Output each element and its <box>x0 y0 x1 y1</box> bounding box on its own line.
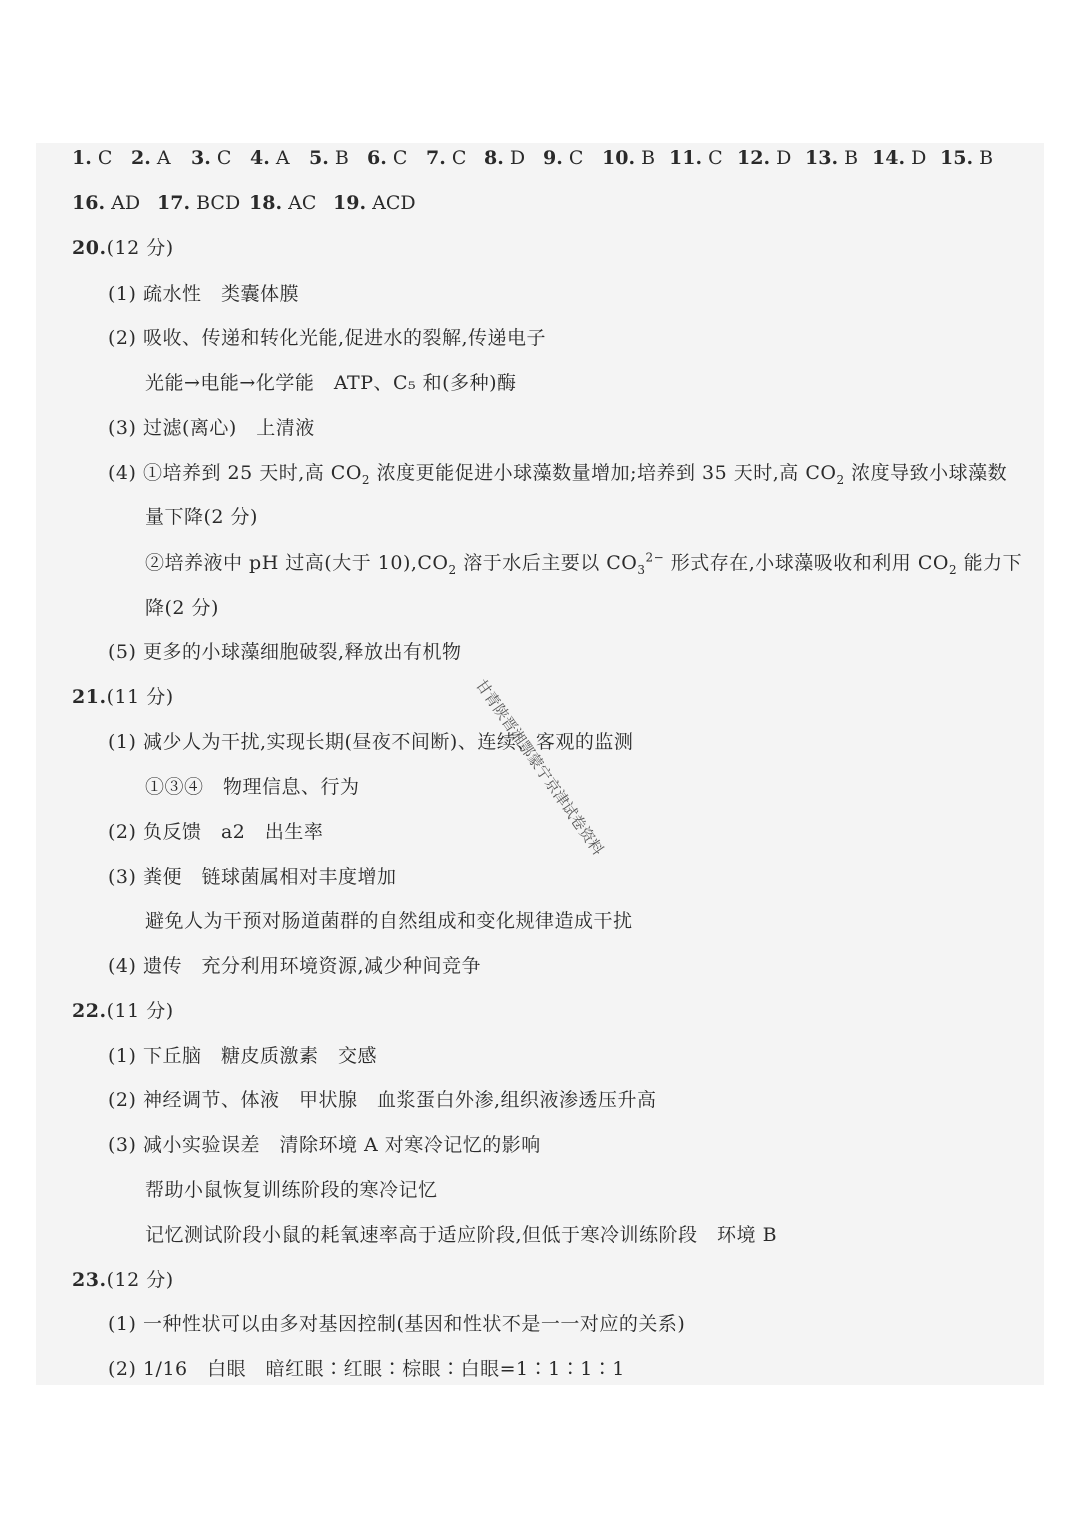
question-21-heading: 21.(11 分) <box>72 686 174 708</box>
q20-answer-5: (5) 更多的小球藻细胞破裂,释放出有机物 <box>108 641 462 663</box>
q21-answer-2: (2) 负反馈 a2 出生率 <box>108 821 324 843</box>
mc-answer-17: 17. BCD <box>157 192 241 214</box>
q20-answer-4b: ②培养液中 pH 过高(大于 $10),CO_2$ 溶于水后主要以 $CO_3^{2-}$ 形式存在,小球藻吸收和利用 $CO_2$ 能力下 <box>145 550 1023 577</box>
q21-answer-3: (3) 粪便 链球菌属相对丰度增加 <box>108 866 397 888</box>
question-20-heading: 20.(12 分) <box>72 237 174 259</box>
mc-answer-16: 16. AD <box>72 192 141 214</box>
mc-answer-10: 10. B <box>602 147 656 169</box>
q21-answer-1: (1) 减少人为干扰,实现长期(昼夜不间断)、连续、客观的监测 <box>108 731 634 753</box>
q22-answer-2: (2) 神经调节、体液 甲状腺 血浆蛋白外渗,组织液渗透压升高 <box>108 1089 657 1111</box>
q20-answer-4a: (4) ①培养到 25 天时,高 $CO_2$ 浓度更能促进小球藻数量增加;培养到 35 天时,高 $CO_2$ 浓度导致小球藻数 <box>108 462 1008 487</box>
q22-answer-3-cont2: 记忆测试阶段小鼠的耗氧速率高于适应阶段,但低于寒冷训练阶段 环境 B <box>145 1224 778 1246</box>
q22-answer-3: (3) 减小实验误差 清除环境 A 对寒冷记忆的影响 <box>108 1134 541 1156</box>
mc-answer-15: 15. B <box>940 147 994 169</box>
q20-answer-4b-cont: 降(2 分) <box>145 597 219 619</box>
q20-answer-2: (2) 吸收、传递和转化光能,促进水的裂解,传递电子 <box>108 327 547 349</box>
question-23-heading: 23.(12 分) <box>72 1269 174 1291</box>
question-22-heading: 22.(11 分) <box>72 1000 174 1022</box>
q20-answer-1: (1) 疏水性 类囊体膜 <box>108 283 299 305</box>
q20-answer-4a-cont: 量下降(2 分) <box>145 506 258 528</box>
mc-answer-2: 2. A <box>131 147 171 169</box>
mc-answer-19: 19. ACD <box>333 192 416 214</box>
mc-answer-5: 5. B <box>309 147 349 169</box>
mc-answer-8: 8. D <box>484 147 526 169</box>
q21-answer-3-cont: 避免人为干预对肠道菌群的自然组成和变化规律造成干扰 <box>145 910 633 932</box>
q22-answer-1: (1) 下丘脑 糖皮质激素 交感 <box>108 1045 377 1067</box>
q23-answer-1: (1) 一种性状可以由多对基因控制(基因和性状不是一一对应的关系) <box>108 1313 686 1335</box>
q22-answer-3-cont: 帮助小鼠恢复训练阶段的寒冷记忆 <box>145 1179 438 1201</box>
q21-answer-1-cont: ①③④ 物理信息、行为 <box>145 776 360 798</box>
mc-answer-7: 7. C <box>426 147 467 169</box>
q20-answer-2-cont: 光能→电能→化学能 ATP、C₅ 和(多种)酶 <box>145 372 517 394</box>
q21-answer-4: (4) 遗传 充分利用环境资源,减少种间竞争 <box>108 955 481 977</box>
mc-answer-6: 6. C <box>367 147 408 169</box>
mc-answer-18: 18. AC <box>249 192 317 214</box>
watermark: 甘青陕晋湘鄂蒙宁京津试卷资料 <box>471 676 608 859</box>
mc-answer-3: 3. C <box>191 147 232 169</box>
mc-answer-11: 11. C <box>669 147 723 169</box>
mc-answer-4: 4. A <box>250 147 290 169</box>
mc-answer-13: 13. B <box>805 147 859 169</box>
mc-answer-1: 1. C <box>72 147 113 169</box>
q20-answer-3: (3) 过滤(离心) 上清液 <box>108 417 315 439</box>
mc-answer-12: 12. D <box>737 147 792 169</box>
mc-answer-9: 9. C <box>543 147 584 169</box>
q23-answer-2: (2) 1/16 白眼 暗红眼∶红眼∶棕眼∶白眼=1∶1∶1∶1 <box>108 1358 625 1380</box>
mc-answer-14: 14. D <box>872 147 927 169</box>
